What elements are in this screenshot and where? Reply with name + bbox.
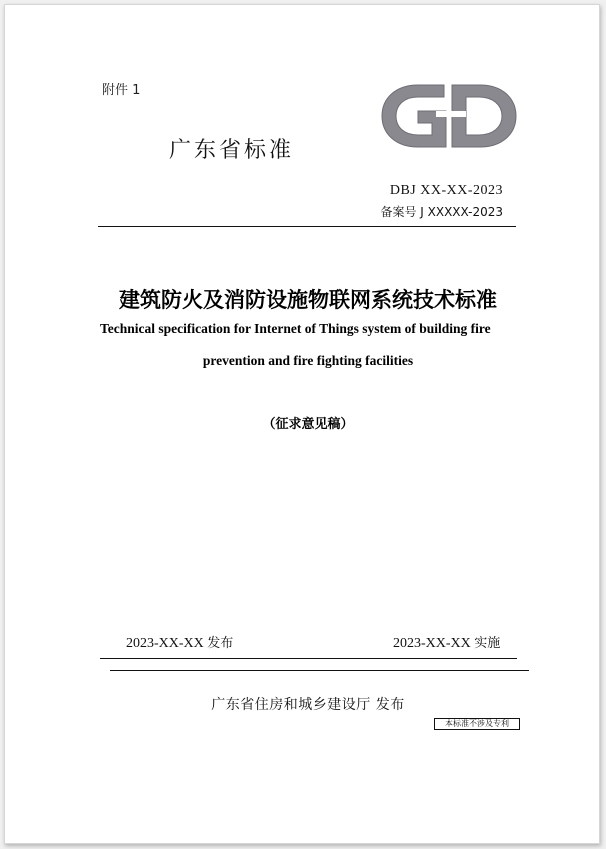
footer-divider-1 — [100, 658, 517, 659]
issue-date-line — [126, 632, 233, 652]
title-chinese: 建筑防火及消防设施物联网系统技术标准 — [119, 287, 497, 312]
gd-logo-icon — [378, 81, 520, 151]
footer-divider-2 — [110, 670, 529, 671]
publisher: 广东省住房和城乡建设厅 发布 — [211, 697, 405, 713]
effective-date-line — [393, 632, 500, 652]
standard-code: DBJ XX-XX-2023 — [389, 183, 503, 198]
document-page — [4, 4, 600, 844]
draft-status: （征求意见稿） — [262, 417, 354, 432]
standard-type-title: 广东省标准 — [169, 138, 295, 163]
effective-label: 实施 — [474, 636, 501, 651]
patent-note: 本标准不涉及专利 — [434, 718, 520, 730]
effective-date: 2023-XX-XX — [393, 636, 471, 651]
header-divider — [98, 226, 516, 227]
title-english-line-2: prevention and fire fighting facilities — [202, 353, 414, 368]
issue-date: 2023-XX-XX — [126, 636, 204, 651]
attachment-label: 附件 1 — [102, 83, 141, 98]
title-english-line-1: Technical specification for Internet of Things system of building fire — [100, 321, 491, 336]
record-number: 备案号 J XXXXX-2023 — [380, 205, 503, 219]
issue-label: 发布 — [207, 636, 234, 651]
